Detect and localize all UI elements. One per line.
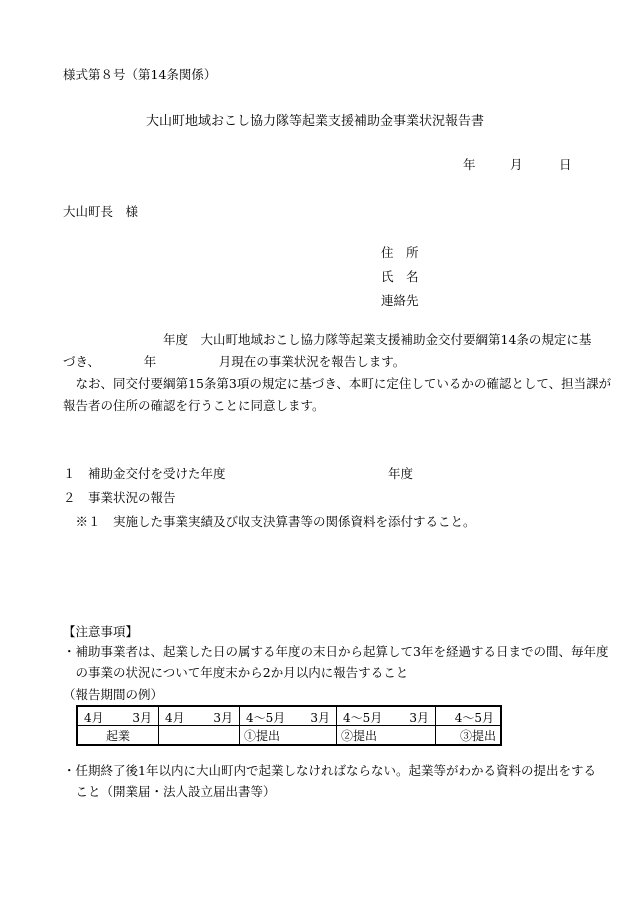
table-cell: ②提出: [337, 726, 436, 746]
item-attachment-note: ※１ 実施した事業実績及び収支決算書等の関係資料を添付すること。: [63, 514, 476, 529]
report-statement: [63, 329, 612, 417]
statement-line: 年度 大山町地域おこし協力隊等起業支援補助金交付要綱第14条の規定に基: [63, 332, 592, 347]
date-year-label: 年: [463, 157, 476, 172]
date-line: [0, 157, 630, 173]
table-cell: ③提出: [436, 726, 502, 746]
note-bullet-2: [63, 760, 596, 802]
statement-line: なお、同交付要綱第15条第3項の規定に基づき、本町に定住しているかの確認として、担当課が: [63, 376, 612, 391]
table-cell: 4～5月 3月: [337, 706, 436, 726]
table-cell: 4～5月 3月: [240, 706, 337, 726]
addressee: 大山町長 様: [63, 204, 139, 219]
item-subsidy-year: １ 補助金交付を受けた年度 年度: [63, 466, 414, 481]
note-line: ・補助事業者は、起業した日の属する年度の末日から起算して3年を経過する日までの間、毎年度: [63, 644, 609, 659]
table-row: [77, 706, 501, 726]
notes-heading: 【注意事項】: [63, 624, 139, 639]
example-period-label: （報告期間の例）: [63, 687, 164, 702]
note-line: ・任期終了後1年以内に大山町内で起業しなければならない。起業等がわかる資料の提出をする: [63, 763, 596, 778]
statement-line: づき、 年 月現在の事業状況を報告します。: [63, 354, 406, 369]
report-period-table: [76, 705, 502, 746]
address-field-label: 住 所: [381, 245, 419, 260]
document-title: 大山町地域おこし協力隊等起業支援補助金事業状況報告書: [145, 114, 484, 129]
form-number: 様式第８号（第14条関係）: [63, 67, 217, 82]
table-cell: 4～5月: [436, 706, 502, 726]
date-day-label: 日: [559, 157, 572, 172]
note-bullet-1: [63, 641, 608, 683]
table-cell: 起業: [77, 726, 159, 746]
table-cell: [159, 726, 240, 746]
name-field-label: 氏 名: [381, 269, 419, 284]
statement-line: 報告者の住所の確認を行うことに同意します。: [63, 398, 325, 413]
date-month-label: 月: [510, 157, 523, 172]
table-cell: ①提出: [240, 726, 337, 746]
contact-field-label: 連絡先: [381, 293, 419, 308]
table-cell: 4月 3月: [159, 706, 240, 726]
note-line: こと（開業届・法人設立届出書等）: [63, 784, 276, 799]
report-items: [63, 462, 476, 534]
item-business-status: ２ 事業状況の報告: [63, 490, 176, 505]
note-line: の事業の状況について年度末から2か月以内に報告すること: [63, 665, 409, 680]
table-cell: 4月 3月: [77, 706, 159, 726]
table-row: [77, 726, 501, 746]
